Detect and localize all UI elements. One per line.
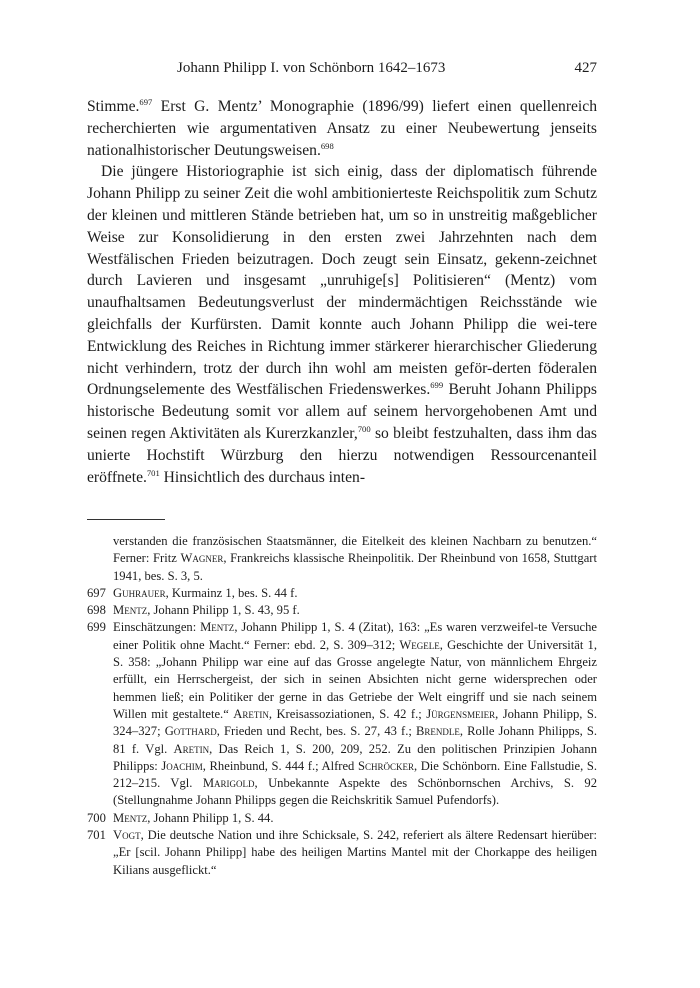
author-name: Brendle bbox=[415, 724, 460, 739]
text-run: , Rheinbund, S. 444 f.; Alfred bbox=[202, 758, 358, 773]
author-name: Vogt bbox=[113, 828, 141, 843]
footnote-number: 697 bbox=[87, 585, 106, 600]
footnote-697 bbox=[87, 585, 597, 602]
footnotes bbox=[87, 533, 597, 879]
text-run: , Johann Philipp, S. 324–327; bbox=[113, 706, 598, 739]
text-run: Erst G. Mentz’ Monographie (1896/99) liefert einen quellenreich recherchierten wie argumentativen Ansatz zu einer Neubewertung jenseits nationalhistorischer Deutungsweisen. bbox=[87, 98, 597, 159]
running-head bbox=[87, 60, 597, 84]
text-run: Einschätzungen: bbox=[113, 620, 201, 635]
text-run: , Frankreichs klassische Rheinpolitik. Der Rheinbund von 1658, Stuttgart 1941, bes. S. 3, 5. bbox=[113, 551, 597, 583]
text-run: , Das Reich 1, S. 200, 209, 252. Zu den politischen Prinzipien Johann Philipps: bbox=[113, 741, 597, 773]
text-run: , Kurmainz 1, bes. S. 44 f. bbox=[165, 585, 298, 600]
footnote-698 bbox=[87, 602, 597, 619]
text-run: Stimme. bbox=[87, 98, 140, 115]
text-run: , Rolle Johann Philipps, S. 81 f. Vgl. bbox=[113, 724, 597, 756]
text-run: verstanden die französischen Staatsmänner, die Eitelkeit des kleinen Nachbarn zu benutzen.“ Ferner: Fritz bbox=[113, 534, 597, 566]
footnote-699 bbox=[87, 619, 597, 809]
text-run: , Die Schönborn. Eine Fallstudie, S. 212–215. Vgl. bbox=[113, 758, 597, 791]
text-run: , Frieden und Recht, bes. S. 27, 43 f.; bbox=[216, 724, 416, 739]
footnote-number: 701 bbox=[87, 828, 106, 843]
author-name: Schröcker bbox=[357, 758, 414, 773]
author-name: Gotthard bbox=[164, 724, 217, 739]
author-name: Mentz bbox=[113, 603, 148, 618]
paragraph-2 bbox=[87, 161, 597, 488]
footnote-continuation bbox=[87, 533, 597, 585]
footnote-701 bbox=[87, 827, 597, 879]
text-run: , Johann Philipp 1, S. 4 (Zitat), 163: „Es waren verzweifel-te Versuche einer Politik ohne Macht.“ Ferner: ebd. 2, S. 309–312; bbox=[113, 620, 597, 652]
author-name: Marigold bbox=[202, 776, 255, 791]
book-page bbox=[87, 60, 598, 877]
footnote-ref-698[interactable]: 698 bbox=[320, 140, 334, 151]
footnote-700 bbox=[87, 810, 597, 827]
author-name: Mentz bbox=[113, 810, 148, 825]
footnote-ref-699[interactable]: 699 bbox=[430, 380, 444, 391]
footnote-ref-701[interactable]: 701 bbox=[146, 467, 160, 478]
main-text bbox=[87, 96, 597, 488]
author-name: Joachim bbox=[161, 758, 203, 773]
author-name: Aretin bbox=[233, 706, 269, 721]
footnote-number: 699 bbox=[87, 620, 106, 635]
author-name: Wagner bbox=[180, 551, 224, 566]
page-number: 427 bbox=[574, 60, 597, 76]
footnote-number: 700 bbox=[87, 810, 106, 825]
text-run: , Kreisassoziationen, S. 42 f.; bbox=[268, 706, 427, 721]
author-name: Wegele bbox=[399, 637, 440, 652]
text-run: so bleibt festzuhalten, dass ihm das unierte Hochstift Würzburg den hierzu notwendigen Ressourcenanteil eröffnete. bbox=[87, 424, 597, 486]
text-run: Beruht Johann Philipps historische Bedeutung somit vor allem auf seinem hervorgehobenen Amt und seinen regen Aktivitäten als Kurerzkanzler, bbox=[87, 381, 597, 442]
text-run: , Unbekannte Aspekte des Schönbornschen Archivs, S. 92 (Stellungnahme Johann Philipps gegen die Reichskritik Samuel Pufendorfs). bbox=[113, 776, 597, 808]
text-run: , Geschichte der Universität 1, S. 358: „Johann Philipp war eine auf das Grosse angelegte Natur, von männlichem Ehrgeiz erfüllt, ein Herrschergeist, der sich in seinen Absichten nicht gerne widersprechen oder hemmen ließ; ein Politiker der gerne in das Getriebe der Welt eingriff und sie nach seinem Willen mit gestaltete.“ bbox=[113, 637, 597, 721]
author-name: Mentz bbox=[200, 620, 235, 635]
footnote-number: 698 bbox=[87, 603, 106, 618]
footnote-ref-697[interactable]: 697 bbox=[139, 97, 153, 107]
footnote-ref-700[interactable]: 700 bbox=[357, 423, 371, 434]
running-title: Johann Philipp I. von Schönborn 1642–1673 bbox=[177, 60, 446, 76]
text-run: , Die deutsche Nation und ihre Schicksale, S. 242, referiert als ältere Redensart hierüber: „Er [scil. Johann Philipp] habe des heiligen Martins Mantel mit der Chorkappe des heiligen Kilians ausgeflickt.“ bbox=[113, 828, 597, 877]
text-run: , Johann Philipp 1, S. 44. bbox=[147, 810, 274, 825]
author-name: Jürgensmeier bbox=[426, 706, 496, 721]
author-name: Aretin bbox=[173, 741, 210, 756]
author-name: Guhrauer bbox=[113, 585, 166, 600]
paragraph-1 bbox=[87, 96, 597, 161]
footnote-separator bbox=[87, 519, 165, 520]
text-run: Hinsichtlich des durchaus inten- bbox=[159, 468, 366, 486]
text-run: , Johann Philipp 1, S. 43, 95 f. bbox=[147, 603, 300, 618]
text-run: Die jüngere Historiographie ist sich einig, dass der diplomatisch führende Johann Philipp zu seiner Zeit die wohl ambitionierteste Reichspolitik zum Schutz der kleinen und mittleren Stände betrieben hat, um so in unstreitig maßgeblicher Weise zur Konsolidierung in den ersten zwei Jahrzehnten nach dem Westfälischen Frieden beizutragen. Doch zeugt sein Einsatz, gekenn-zeichnet durch Lavieren und insgesamt „unruhige[s] Politisieren“ (Mentz) vom unaufhaltsamen Bedeutungsverlust der mindermächtigen Reichsstände wie gleichfalls der Kurfürsten. Damit konnte auch Johann Philipp die wei-tere Entwicklung des Reiches in Richtung immer stärkerer hierarchischer Gliederung nicht verhindern, trotz der durch ihn wohl am meisten geför-derten föderalen Ordnungselemente des Westfälischen Friedenswerkes. bbox=[87, 163, 597, 399]
